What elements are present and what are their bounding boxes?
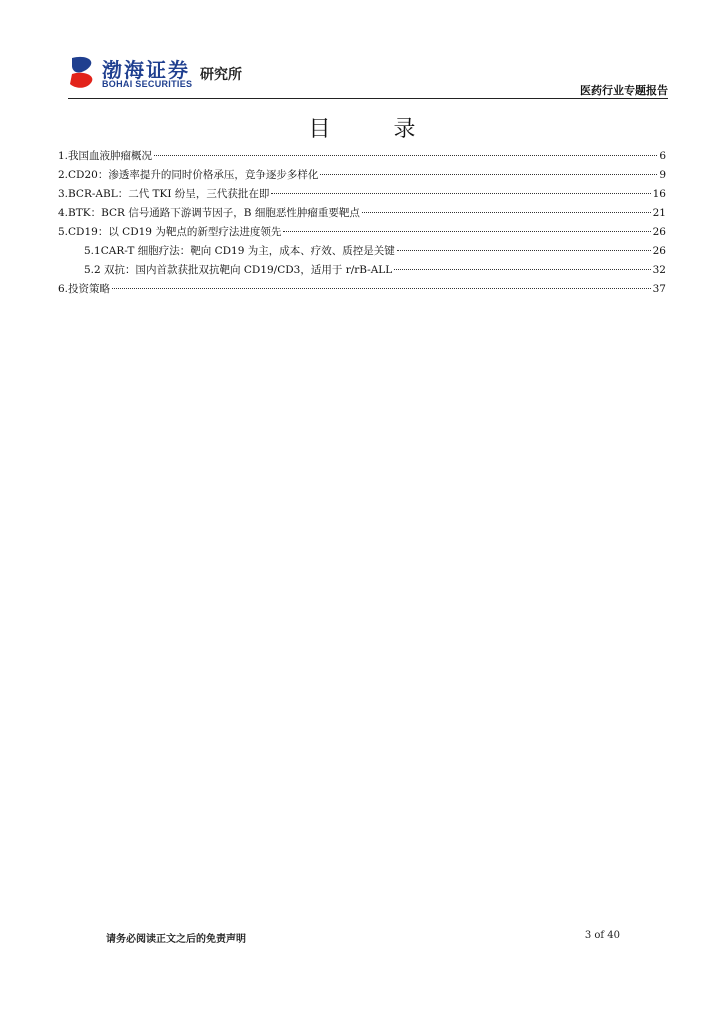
header-divider (68, 98, 668, 99)
institute-label: 研究所 (200, 67, 242, 83)
toc-title: 目 录 (308, 117, 444, 142)
logo-chinese-name: 渤海证券 (102, 58, 190, 82)
toc-entry-page: 16 (652, 188, 666, 200)
table-of-contents (58, 148, 666, 300)
report-type-label: 医药行业专题报告 (580, 84, 668, 97)
toc-entry-page: 21 (652, 207, 666, 219)
dot-leader (394, 269, 650, 270)
toc-entry[interactable] (58, 167, 666, 186)
toc-entry-label: 5.1CAR-T 细胞疗法：靶向 CD19 为主，成本、疗效、质控是关键 (84, 245, 395, 257)
dot-leader (283, 231, 650, 232)
dot-leader (397, 250, 651, 251)
footer-disclaimer: 请务必阅读正文之后的免责声明 (106, 934, 246, 945)
toc-entry-page: 37 (652, 283, 666, 295)
toc-entry[interactable] (58, 186, 666, 205)
dot-leader (362, 212, 651, 213)
footer-page-number: 3 of 40 (584, 930, 620, 941)
dot-leader (271, 193, 650, 194)
toc-entry-page: 32 (652, 264, 666, 276)
bohai-logo-icon (68, 54, 98, 90)
toc-entry-label: 2.CD20：渗透率提升的同时价格承压，竞争逐步多样化 (58, 169, 319, 181)
toc-entry-label: 5.CD19：以 CD19 为靶点的新型疗法进度领先 (58, 226, 282, 238)
toc-entry-page: 6 (659, 150, 666, 162)
dot-leader (112, 288, 651, 289)
toc-entry-label: 5.2 双抗：国内首款获批双抗靶向 CD19/CD3，适用于 r/rB-ALL (84, 264, 393, 276)
toc-entry-page: 26 (652, 226, 666, 238)
logo-english-name: BOHAI SECURITIES (102, 79, 193, 89)
toc-entry[interactable] (58, 148, 666, 167)
toc-entry-label: 3.BCR-ABL：二代 TKI 纷呈，三代获批在即 (58, 188, 270, 200)
toc-entry[interactable] (58, 224, 666, 243)
toc-entry[interactable] (58, 205, 666, 224)
toc-entry[interactable] (58, 281, 666, 300)
toc-entry-label: 4.BTK：BCR 信号通路下游调节因子，B 细胞恶性肿瘤重要靶点 (58, 207, 360, 219)
dot-leader (320, 174, 657, 175)
report-header (68, 52, 668, 98)
toc-entry-label: 6.投资策略 (58, 283, 111, 295)
toc-subentry[interactable] (58, 262, 666, 281)
toc-entry-label: 1.我国血液肿瘤概况 (58, 150, 153, 162)
toc-subentry[interactable] (58, 243, 666, 262)
toc-entry-page: 9 (659, 169, 666, 181)
dot-leader (154, 155, 657, 156)
toc-entry-page: 26 (652, 245, 666, 257)
